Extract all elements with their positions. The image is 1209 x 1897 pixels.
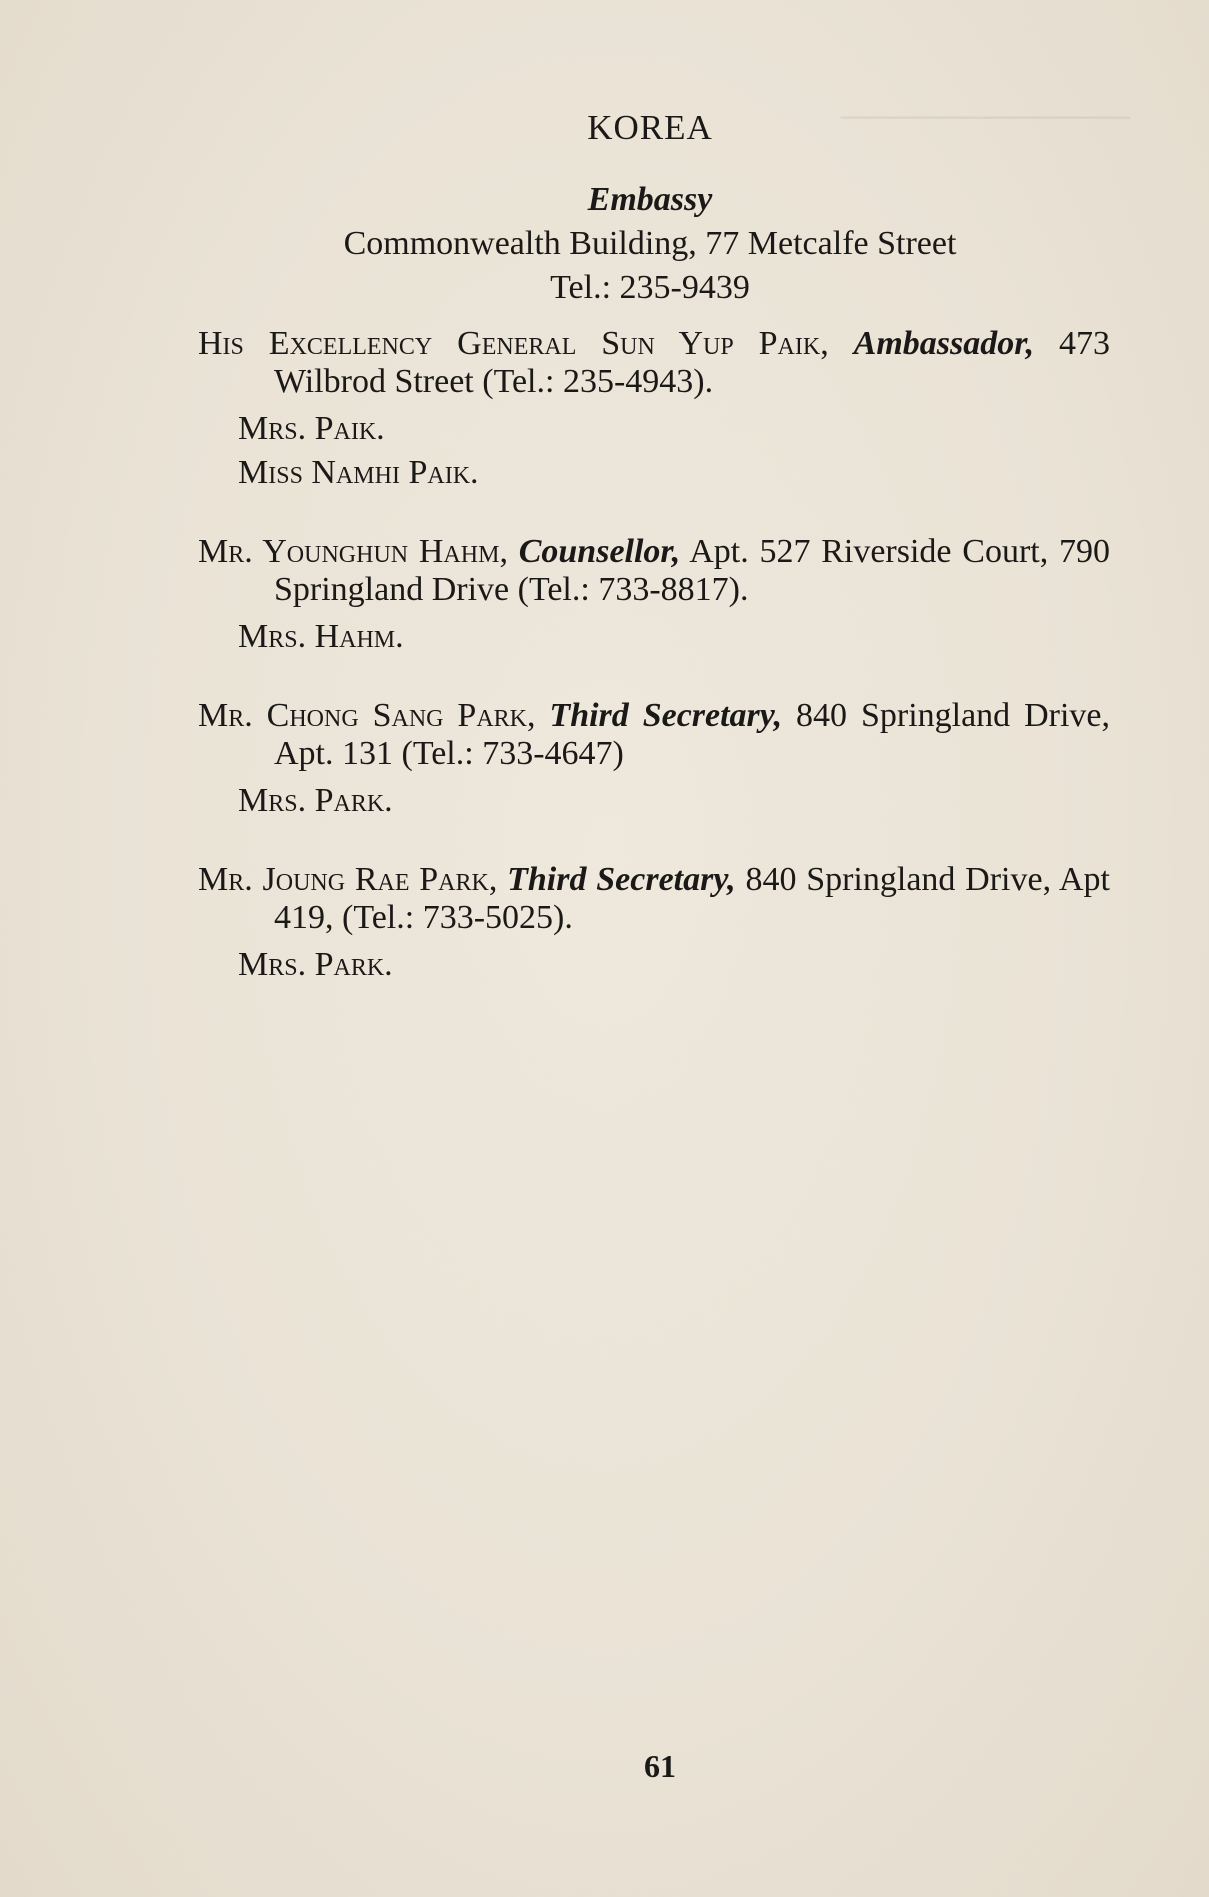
staff-title: Counsellor,	[518, 533, 681, 570]
staff-entry-main	[198, 533, 1110, 609]
staff-entry	[198, 533, 1110, 659]
staff-title: Third Secretary,	[507, 861, 736, 898]
embassy-heading: Embassy	[587, 181, 713, 218]
staff-entry	[198, 861, 1110, 987]
staff-details: 840 Springland Drive, Apt. 131 (Tel.: 733-4647)	[274, 697, 1111, 772]
page-number: 61	[644, 1748, 676, 1784]
embassy-block	[0, 178, 1209, 310]
staff-entry-main	[198, 325, 1110, 401]
family-member: Mrs. Park.	[238, 782, 393, 819]
staff-entry-main	[198, 697, 1110, 773]
staff-details: Apt. 527 Riverside Court, 790 Springland Drive (Tel.: 733-8817).	[274, 533, 1110, 608]
embassy-telephone: Tel.: 235-9439	[550, 269, 750, 306]
staff-title: Third Secretary,	[549, 697, 783, 734]
staff-name: Mr. Joung Rae Park,	[198, 861, 498, 898]
family-member: Mrs. Park.	[238, 946, 393, 983]
staff-entry	[198, 697, 1110, 823]
family-member: Mrs. Paik.	[238, 410, 385, 447]
staff-name: Mr. Chong Sang Park,	[198, 697, 536, 734]
staff-entry	[198, 325, 1110, 495]
staff-details: 840 Springland Drive, Apt 419, (Tel.: 733-5025).	[274, 861, 1110, 936]
country-heading: KOREA	[587, 108, 713, 147]
family-member: Miss Namhi Paik.	[238, 454, 479, 491]
staff-details: 473 Wilbrod Street (Tel.: 235-4943).	[274, 325, 1111, 400]
embassy-address: Commonwealth Building, 77 Metcalfe Street	[343, 225, 957, 262]
reverse-page-bleed-through: ────────────	[840, 99, 1130, 136]
staff-name: His Excellency General Sun Yup Paik,	[198, 325, 829, 362]
staff-name: Mr. Younghun Hahm,	[198, 533, 508, 570]
staff-title: Ambassador,	[853, 325, 1035, 362]
staff-entry-main	[198, 861, 1110, 937]
staff-list	[198, 325, 1110, 1025]
family-member: Mrs. Hahm.	[238, 618, 404, 655]
